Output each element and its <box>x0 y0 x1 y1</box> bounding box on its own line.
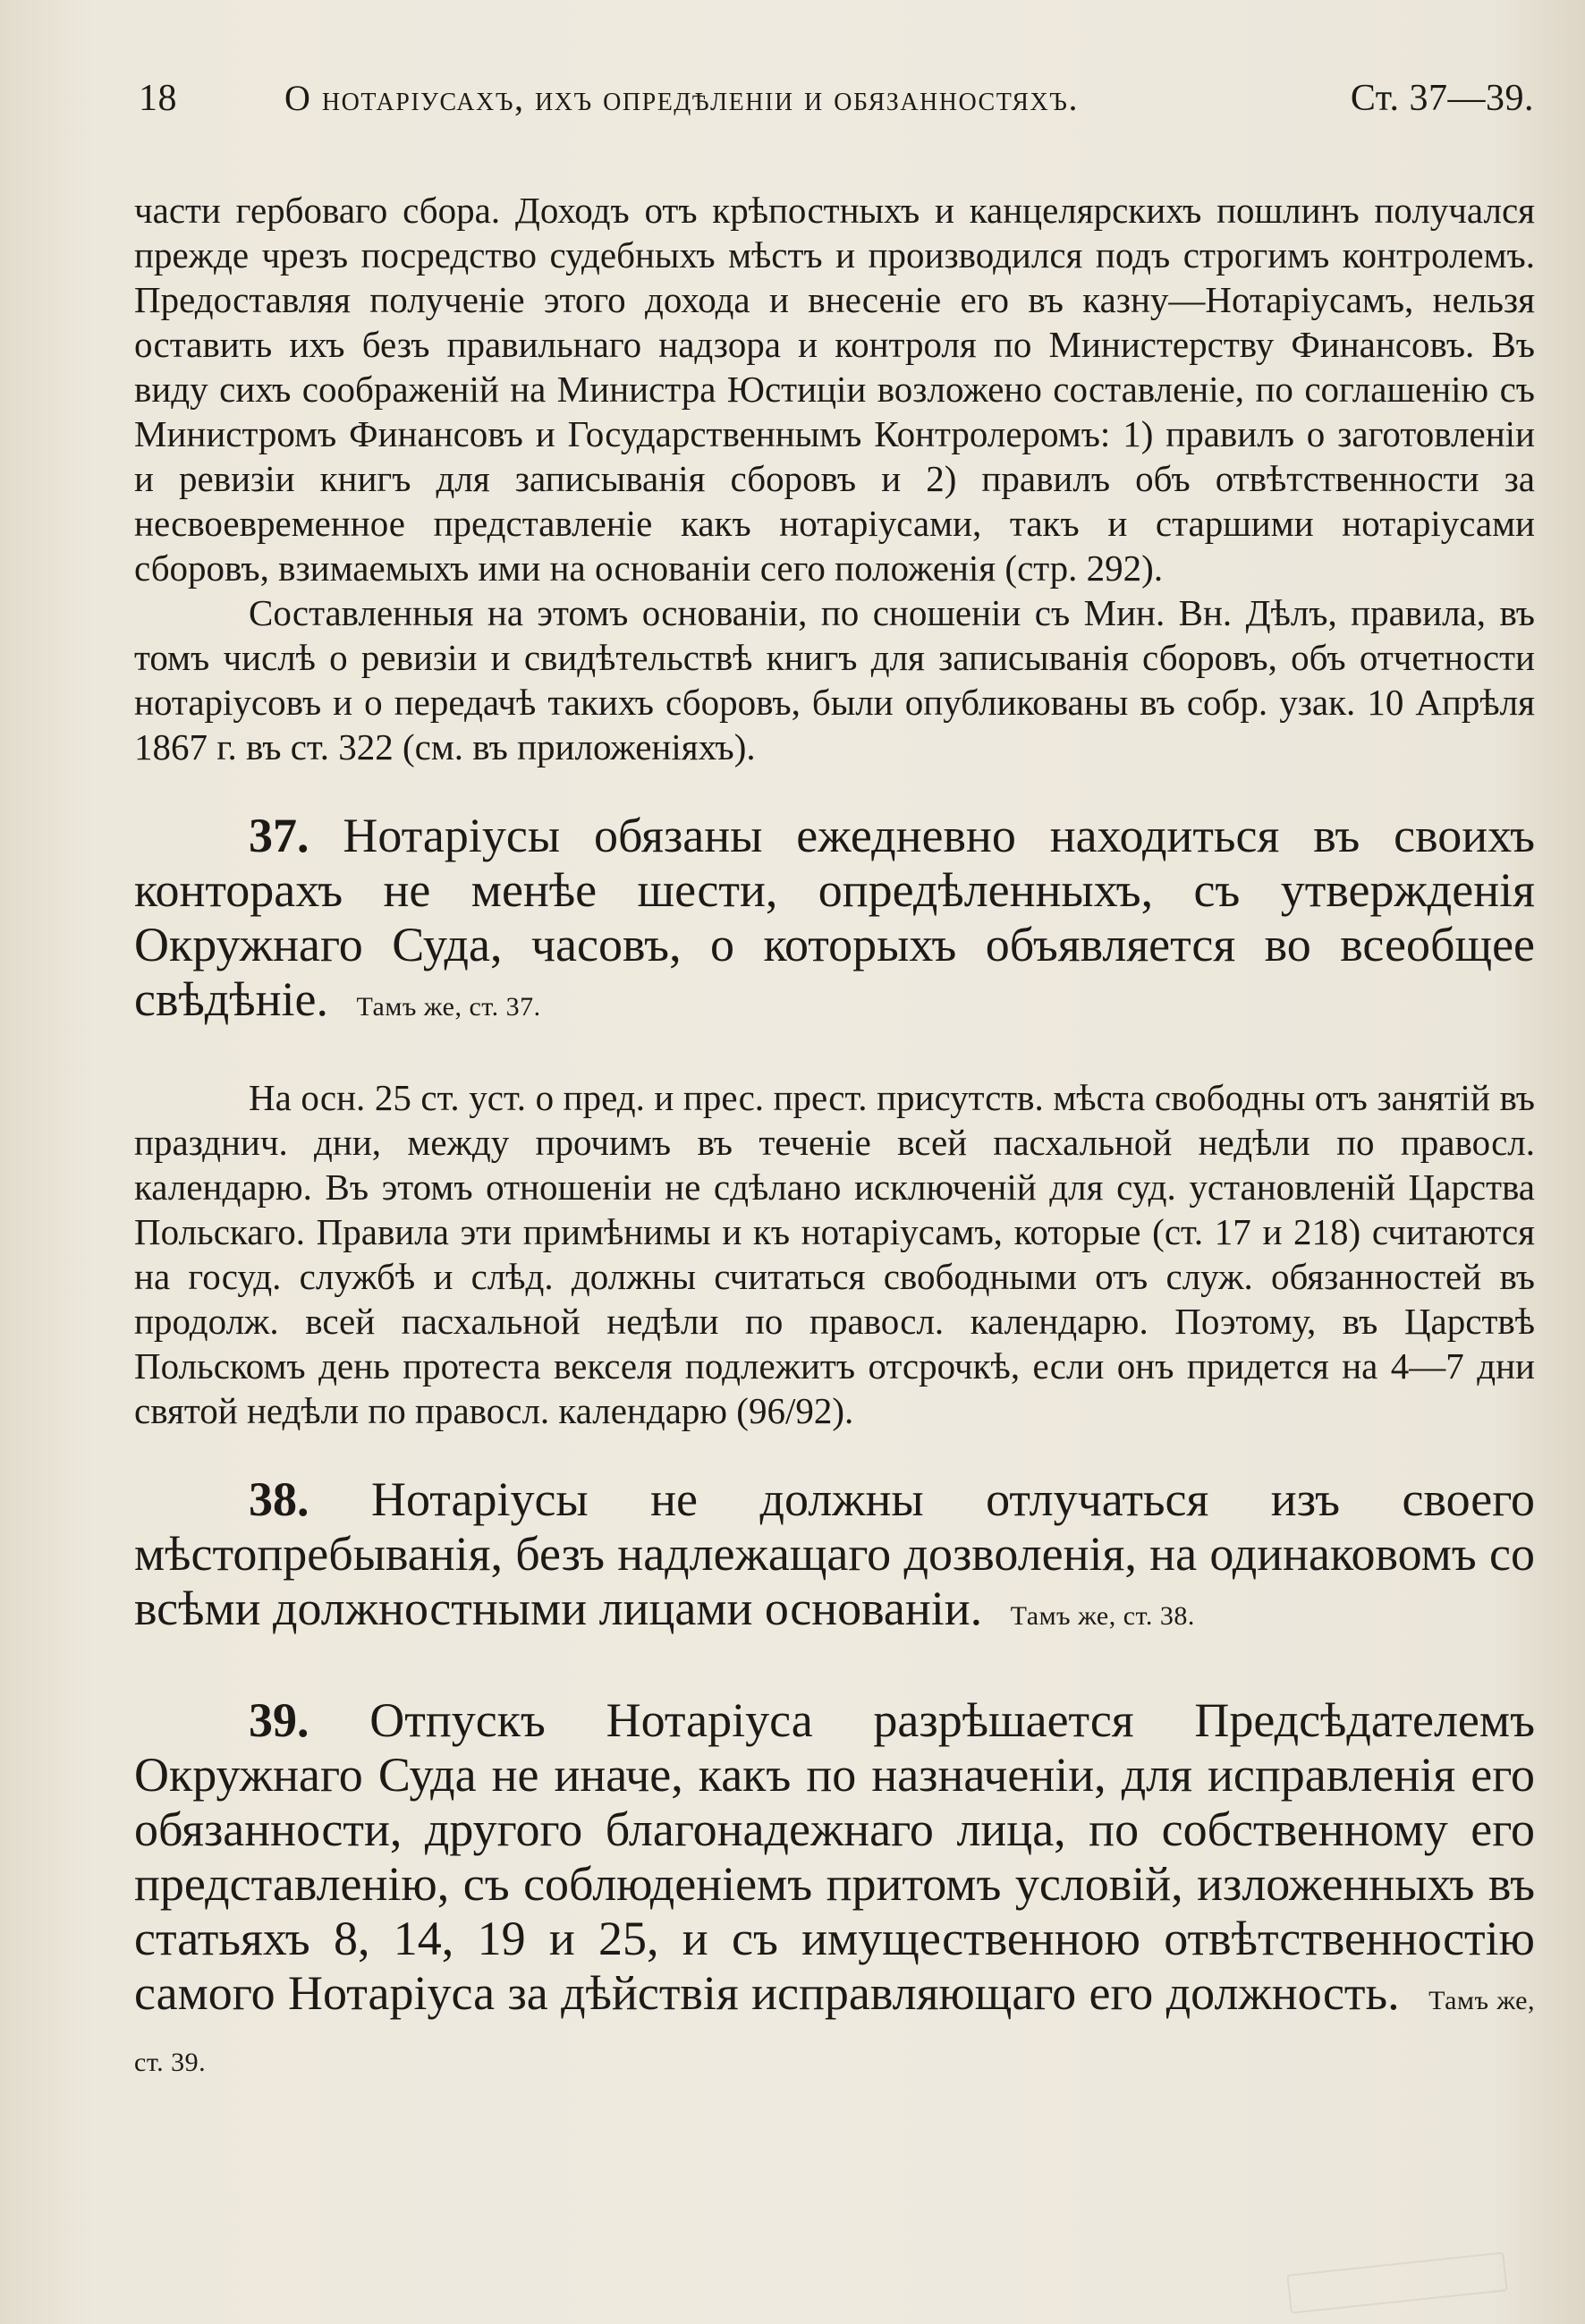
article-38 <box>134 1472 1535 1643</box>
page-number: 18 <box>139 78 177 119</box>
running-title: О нотаріусахъ, ихъ опредѣленіи и обязанностяхъ. <box>284 78 1079 118</box>
page-body <box>134 188 1535 2090</box>
faint-library-stamp <box>1286 2252 1507 2313</box>
article-number: 39. <box>249 1693 309 1747</box>
note-paragraph: На осн. 25 ст. уст. о пред. и прес. прест. присутств. мѣста свободны отъ занятій въ празднич. дни, между прочимъ въ теченіе всей пасхальной недѣли по правосл. календарю. Въ этомъ отношеніи не сдѣлано исключеній для суд. установленій Царства Польскаго. Правила эти примѣнимы и къ нотаріусамъ, которые (ст. 17 и 218) считаются на госуд. службѣ и слѣд. должны считаться свободными отъ служ. обязанностей въ продолж. всей пасхальной недѣли по правосл. календарю. Поэтому, въ Царствѣ Польскомъ день протеста векселя подлежитъ отсрочкѣ, если онъ придется на 4—7 дни святой недѣли по правосл. календарю (96/92). <box>134 1077 1535 1431</box>
article-37-note <box>134 1075 1535 1433</box>
article-37 <box>134 809 1535 1034</box>
articles-range: Ст. 37—39. <box>1350 78 1534 119</box>
article-number: 37. <box>249 809 309 862</box>
article-reference: Тамъ же, ст. 39. <box>134 1986 1535 2077</box>
article-text: Нотаріусы не должны отлучаться изъ своего мѣстопребыванія, безъ надлежащаго дозволенія, на одинаковомъ со всѣми должностными лицами основаніи. <box>134 1472 1535 1635</box>
article-39 <box>134 1693 1535 2090</box>
article-number: 38. <box>249 1472 309 1526</box>
commentary-paragraph-2: Составленныя на этомъ основаніи, по сношеніи съ Мин. Вн. Дѣлъ, правила, въ томъ числѣ о ревизіи и свидѣтельствѣ книгъ для записыванія сборовъ, объ отчетности нотаріусовъ и о передачѣ такихъ сборовъ, были опубликованы въ собр. узак. 10 Апрѣля 1867 г. въ ст. 322 (см. въ приложеніяхъ). <box>134 592 1535 768</box>
commentary-paragraph-1: части гербоваго сбора. Доходъ отъ крѣпостныхъ и канцелярскихъ пошлинъ получался прежде чрезъ посредство судебныхъ мѣстъ и производился подъ строгимъ контролемъ. Предоставляя полученіе этого дохода и внесеніе его въ казну—Нотаріусамъ, нельзя оставить ихъ безъ правильнаго надзора и контроля по Министерству Финансовъ. Въ виду сихъ соображеній на Министра Юстиціи возложено составленіе, по соглашенію съ Министромъ Финансовъ и Государственнымъ Контролеромъ: 1) правилъ о заготовленіи и ревизіи книгъ для записыванія сборовъ и 2) правилъ объ отвѣтственности за несвоевременное представленіе какъ нотаріусами, такъ и старшими нотаріусами сборовъ, взимаемыхъ ими на основаніи сего положенія (стр. 292). <box>134 190 1535 589</box>
article-reference: Тамъ же, ст. 37. <box>356 992 541 1022</box>
running-header <box>139 77 1534 120</box>
article-text: Нотаріусы обязаны ежедневно находиться въ своихъ конторахъ не менѣе шести, опредѣленныхъ, съ утвержденія Окружнаго Суда, часовъ, о которыхъ объявляется во всеобщее свѣдѣніе. <box>134 809 1535 1026</box>
article-text: Отпускъ Нотаріуса разрѣшается Предсѣдателемъ Окружнаго Суда не иначе, какъ по назначеніи, для исправленія его обязанности, другого благонадежнаго лица, по собственному его представленію, съ соблюденіемъ притомъ условій, изложенныхъ въ статьяхъ 8, 14, 19 и 25, и съ имущественною отвѣтственностію самого Нотаріуса за дѣйствія исправляющаго его должность. <box>134 1693 1535 2020</box>
article-reference: Тамъ же, ст. 38. <box>1010 1601 1195 1631</box>
commentary-block <box>134 188 1535 769</box>
